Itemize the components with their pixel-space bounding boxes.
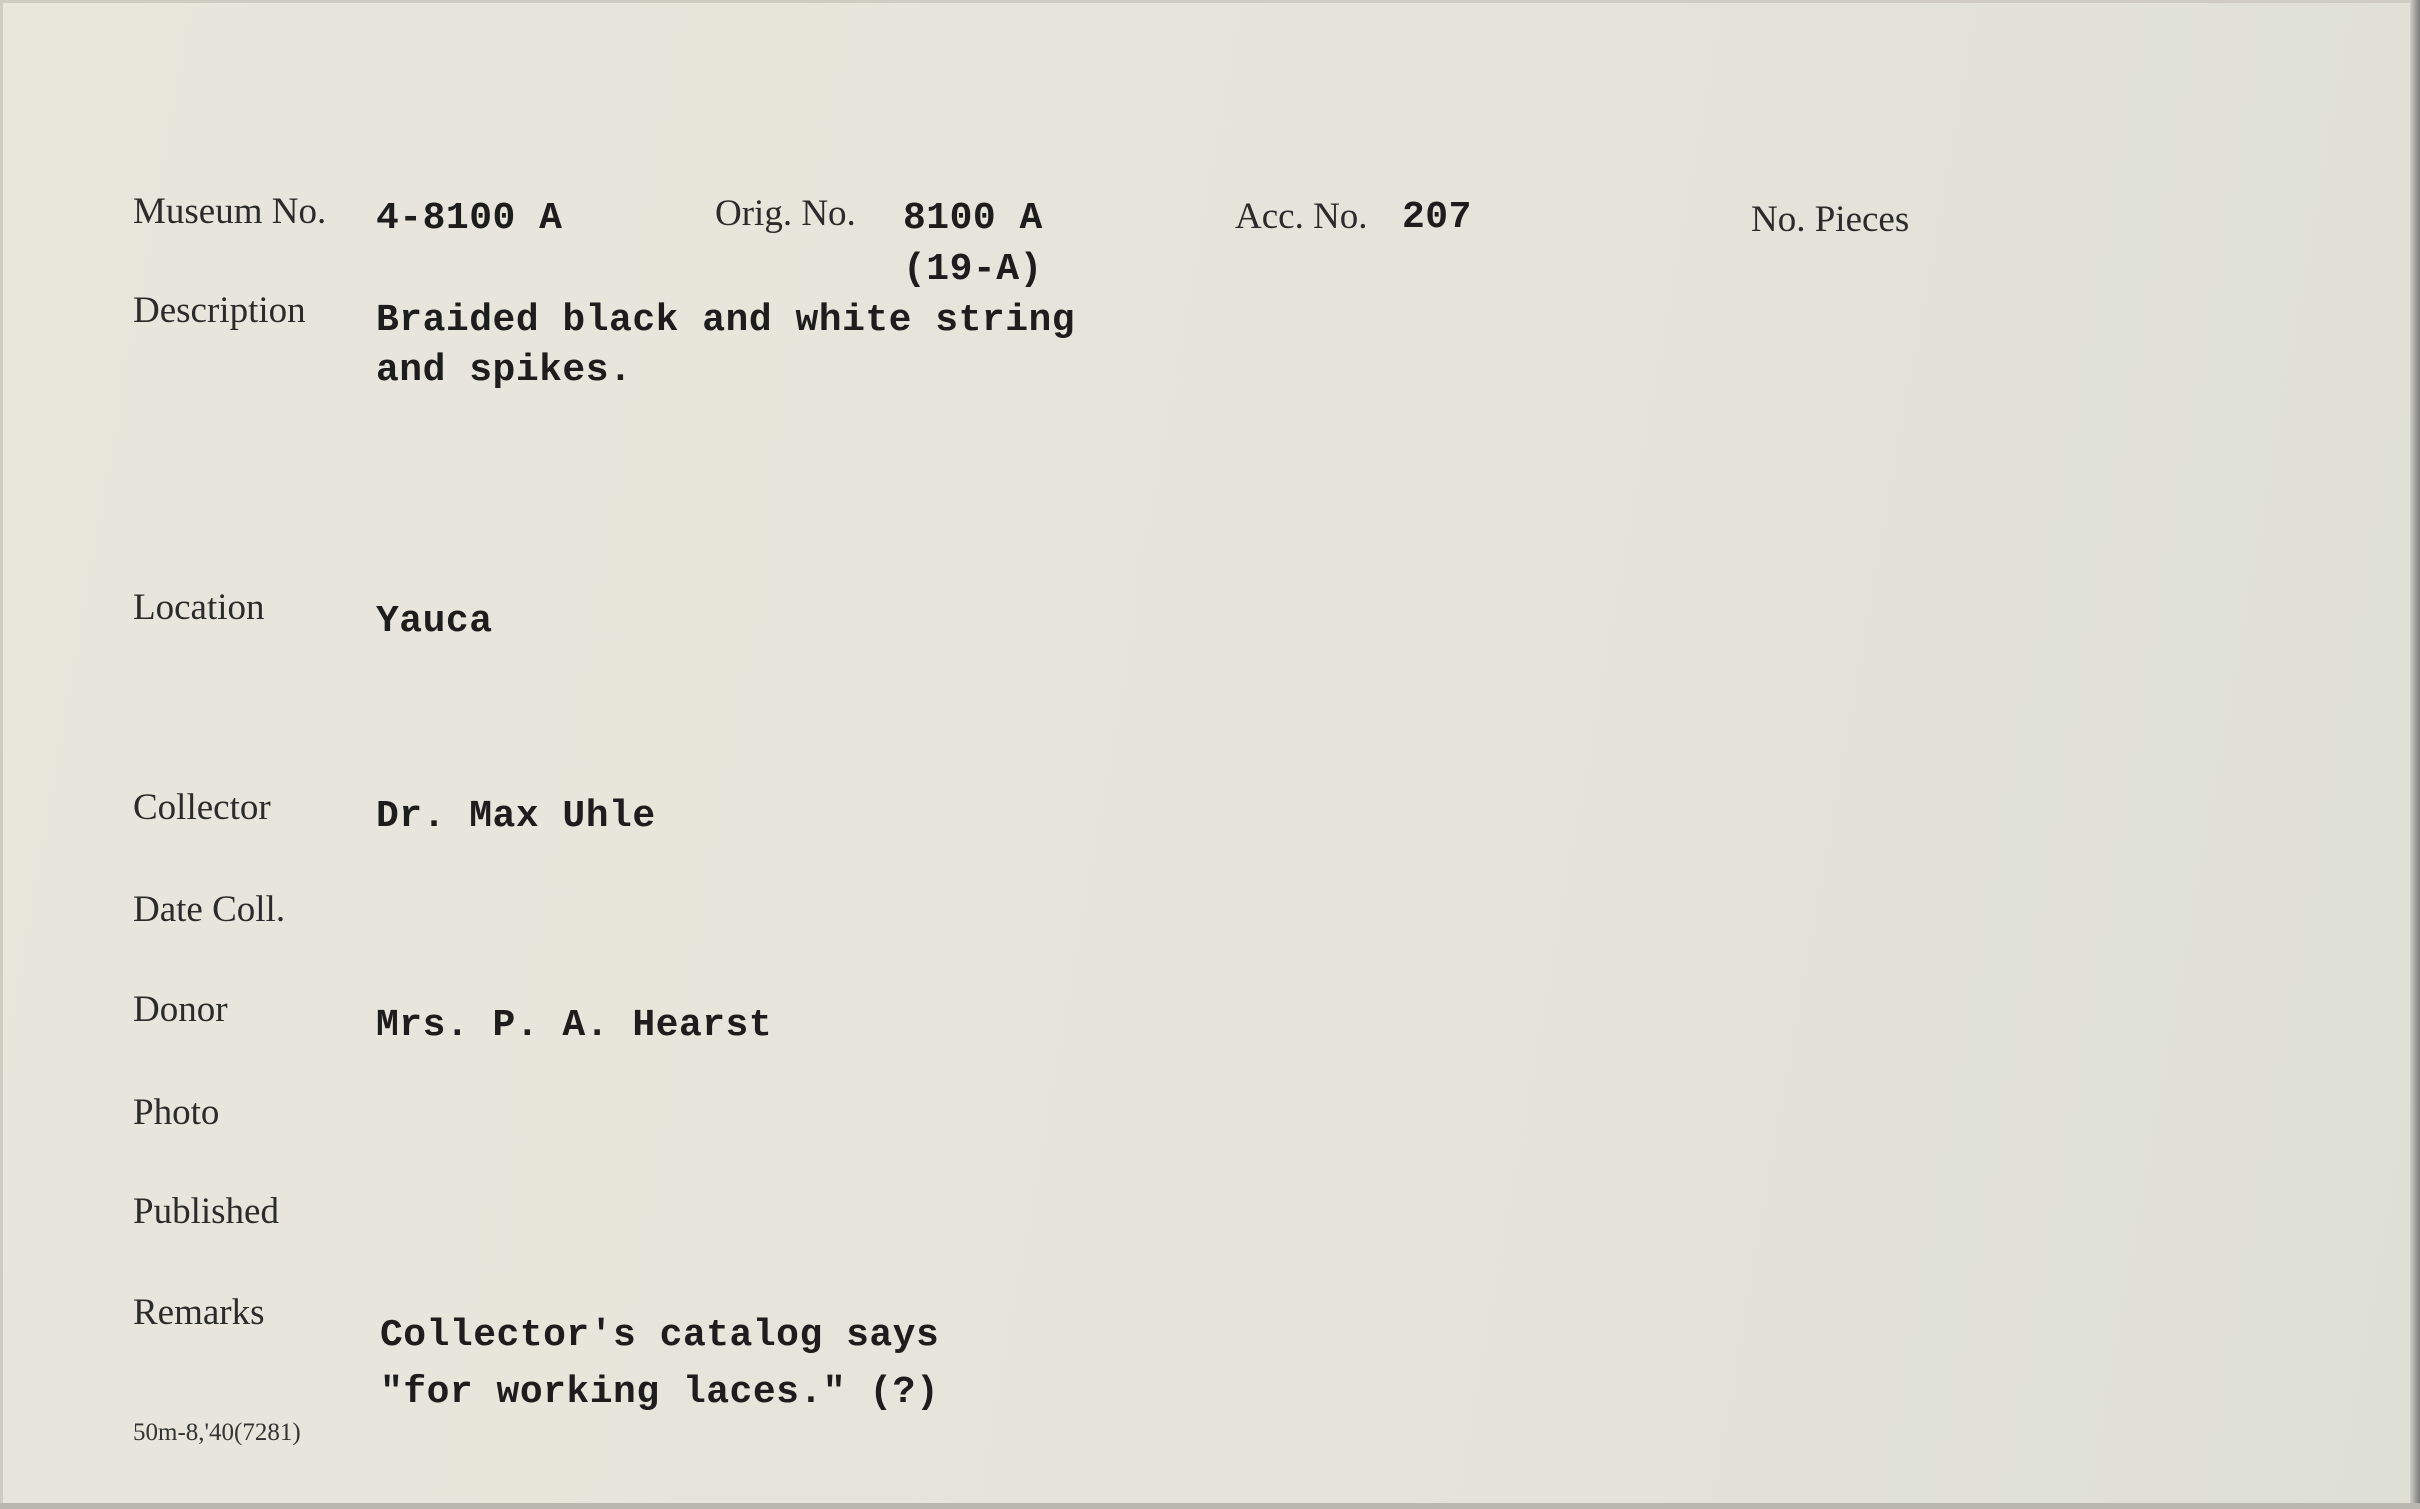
location-label: Location [133,587,265,628]
no-pieces-label: No. Pieces [1751,199,1910,240]
description-line-1: Braided black and white string [376,299,1076,342]
museum-no-value: 4-8100 A [376,197,563,240]
published-label: Published [133,1191,279,1232]
museum-no-label: Museum No. [133,191,327,232]
print-code: 50m-8,'40(7281) [133,1419,301,1446]
acc-no-value: 207 [1402,196,1472,239]
orig-no-secondary: (19-A) [903,248,1043,291]
location-value: Yauca [376,600,493,643]
remarks-line-1: Collector's catalog says [380,1314,940,1357]
card-bottom-edge [0,1503,2420,1509]
date-coll-label: Date Coll. [133,889,286,930]
acc-no-label: Acc. No. [1235,196,1368,237]
collector-value: Dr. Max Uhle [376,795,656,838]
orig-no-label: Orig. No. [715,193,856,234]
description-line-2: and spikes. [376,349,633,392]
orig-no-value: 8100 A [903,197,1043,240]
card-edge-shadow [2410,0,2420,1509]
description-label: Description [133,290,306,331]
collector-label: Collector [133,787,271,828]
photo-label: Photo [133,1092,220,1133]
remarks-line-2: "for working laces." (?) [380,1371,940,1414]
remarks-label: Remarks [133,1292,265,1333]
donor-label: Donor [133,989,228,1030]
donor-value: Mrs. P. A. Hearst [376,1004,773,1047]
